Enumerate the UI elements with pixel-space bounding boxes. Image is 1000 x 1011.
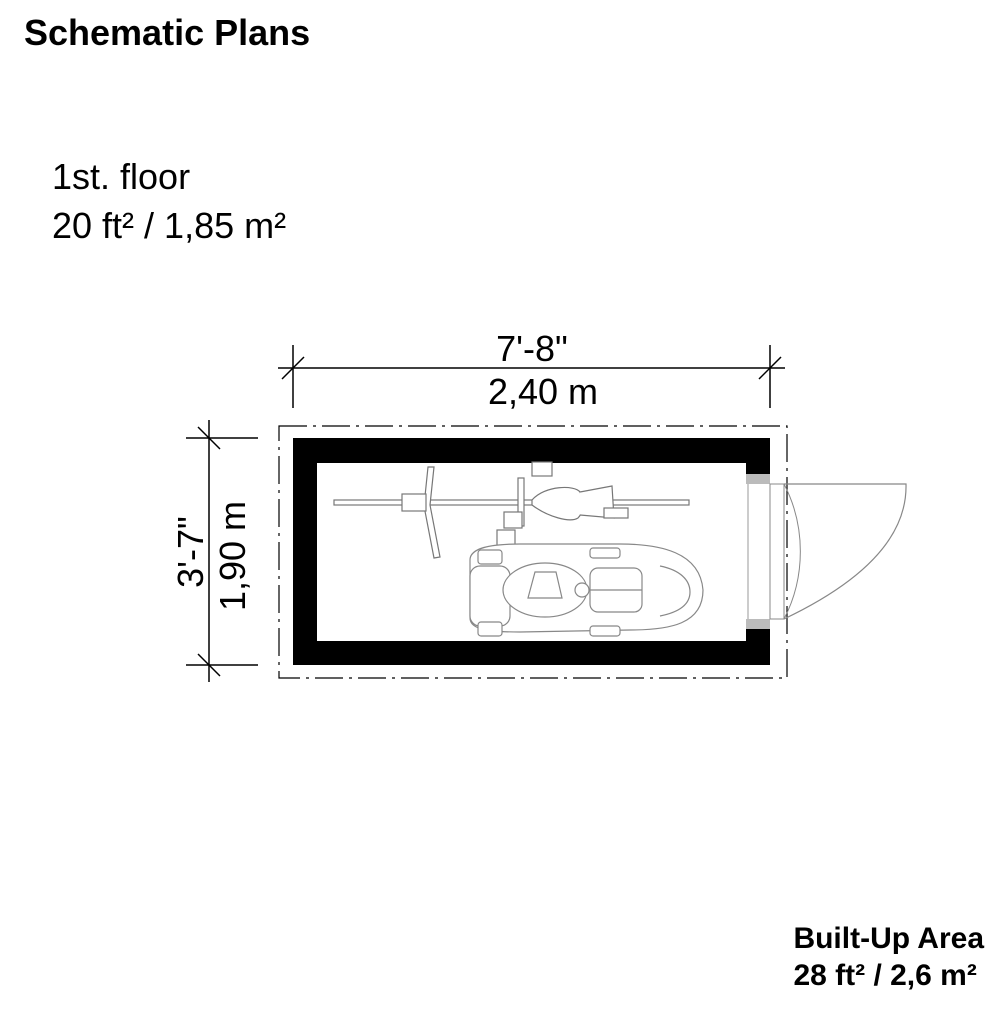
depth-metric-label: 1,90 m — [212, 500, 253, 612]
riding-mower — [470, 544, 703, 636]
depth-imperial-label: 3'-7" — [170, 516, 211, 588]
built-up-value: 28 ft² / 2,6 m² — [793, 959, 977, 992]
width-metric-label: 2,40 m — [487, 371, 599, 412]
built-up-area — [793, 920, 984, 994]
floor-name: 1st. floor — [52, 156, 191, 197]
page-title: Schematic Plans — [24, 12, 311, 53]
floor-area: 20 ft² / 1,85 m² — [52, 205, 287, 246]
built-up-label: Built-Up Area — [793, 922, 984, 955]
door — [746, 474, 906, 629]
width-imperial-label: 7'-8" — [496, 328, 568, 369]
